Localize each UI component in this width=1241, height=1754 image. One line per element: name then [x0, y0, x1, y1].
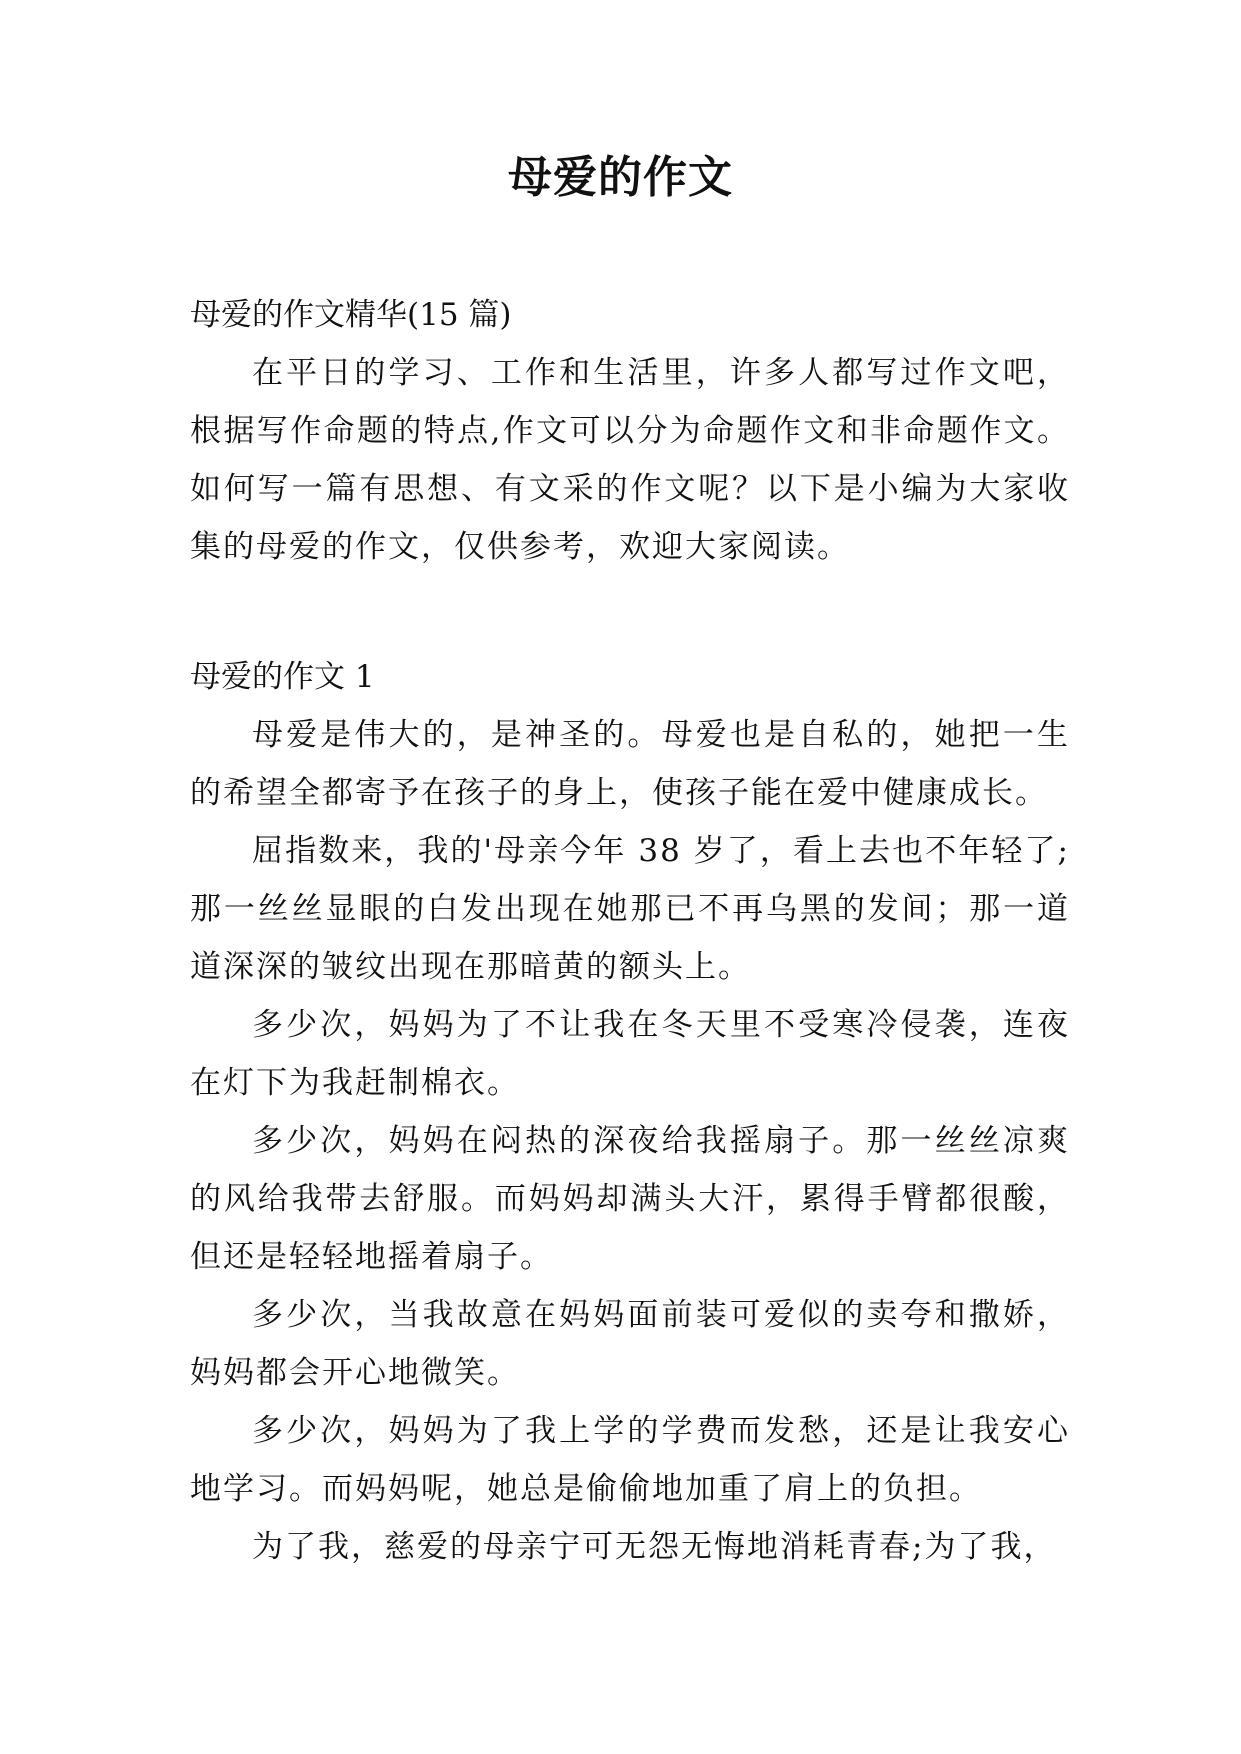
section-heading: 母爱的作文 1 — [190, 659, 375, 695]
document-body — [190, 286, 1070, 1576]
body-paragraph: 多少次，妈妈在闷热的深夜给我摇扇子。那一丝丝凉爽的风给我带去舒服。而妈妈却满头大汗，累得手臂都很酸，但还是轻轻地摇着扇子。 — [190, 1123, 1070, 1275]
document-subtitle: 母爱的作文精华(15 篇) — [190, 297, 512, 333]
body-paragraph: 多少次，妈妈为了不让我在冬天里不受寒冷侵袭，连夜在灯下为我赶制棉衣。 — [190, 1007, 1070, 1101]
body-paragraph: 屈指数来，我的'母亲今年 38 岁了，看上去也不年轻了;那一丝丝显眼的白发出现在她那已不再乌黑的发间；那一道道深深的皱纹出现在那暗黄的额头上。 — [190, 833, 1070, 985]
section-spacer — [190, 576, 1070, 648]
document-title: 母爱的作文 — [508, 152, 733, 203]
body-paragraph: 母爱是伟大的，是神圣的。母爱也是自私的，她把一生的希望全都寄予在孩子的身上，使孩子能在爱中健康成长。 — [190, 717, 1070, 811]
intro-paragraph: 在平日的学习、工作和生活里，许多人都写过作文吧，根据写作命题的特点,作文可以分为命题作文和非命题作文。如何写一篇有思想、有文采的作文呢？以下是小编为大家收集的母爱的作文，仅供参考，欢迎大家阅读。 — [190, 355, 1070, 565]
body-paragraph: 为了我，慈爱的母亲宁可无怨无悔地消耗青春;为了我， — [252, 1529, 1057, 1565]
body-paragraph: 多少次，当我故意在妈妈面前装可爱似的卖夸和撒娇，妈妈都会开心地微笑。 — [190, 1297, 1070, 1391]
body-paragraph: 多少次，妈妈为了我上学的学费而发愁，还是让我安心地学习。而妈妈呢，她总是偷偷地加重了肩上的负担。 — [190, 1413, 1070, 1507]
